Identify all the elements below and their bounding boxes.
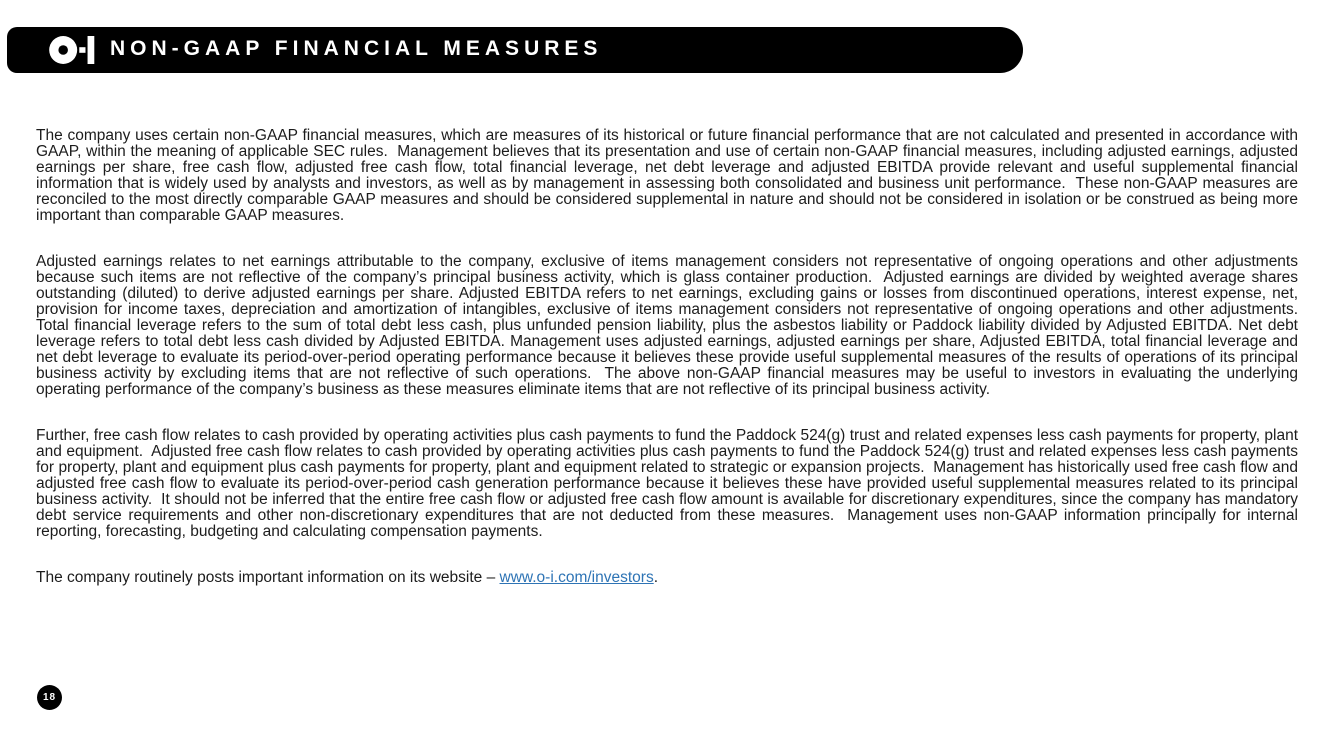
website-line-text: The company routinely posts important information on its website – bbox=[36, 569, 500, 586]
paragraph-adjusted-earnings-definitions: Adjusted earnings relates to net earnings attributable to the company, exclusive of items management considers not representative of ongoing operations and other adjustments because such items are not reflective of the company’s principal business activity, which is glass container production. Adjusted earnings are divided by weighted average shares outstanding (diluted) to derive adjusted earnings per share. Adjusted EBITDA refers to net earnings, excluding gains or losses from discontinued operations, interest expense, net, provision for income taxes, depreciation and amortization of intangibles, exclusive of items management considers not representative of ongoing operations and other adjustments. Total financial leverage refers to the sum of total debt less cash, plus unfunded pension liability, plus the asbestos liability or Paddock liability divided by Adjusted EBITDA. Net debt leverage refers to total debt less cash divided by Adjusted EBITDA. Management uses adjusted earnings, adjusted earnings per share, Adjusted EBITDA, total financial leverage and net debt leverage to evaluate its period-over-period operating performance because it believes these provide useful supplemental measures of the results of operations of its principal business activity by excluding items that are not reflective of such operations. The above non-GAAP financial measures may be useful to investors in evaluating the underlying operating performance of the company’s business as these measures eliminate items that are not reflective of its principal business activity. bbox=[36, 253, 1303, 398]
o-i-logo-icon bbox=[49, 36, 95, 64]
slide-title: NON-GAAP FINANCIAL MEASURES bbox=[110, 37, 603, 60]
page-number: 18 bbox=[42, 692, 57, 703]
website-line-suffix: . bbox=[653, 569, 659, 586]
investors-website-link[interactable]: www.o-i.com/investors bbox=[499, 569, 654, 586]
paragraph-free-cash-flow-definitions: Further, free cash flow relates to cash provided by operating activities plus cash payments to fund the Paddock 524(g) trust and related expenses less cash payments for property, plant and equipment. Adjusted free cash flow relates to cash provided by operating activities plus cash payments to fund the Paddock 524(g) trust and related expenses less cash payments for property, plant and equipment plus cash payments for property, plant and equipment related to strategic or expansion projects. Management has historically used free cash flow and adjusted free cash flow to evaluate its period-over-period cash generation performance because it believes these have provided useful supplemental measures related to its principal business activity. It should not be inferred that the entire free cash flow or adjusted free cash flow amount is available for discretionary expenditures, since the company has mandatory debt service requirements and other non-discretionary expenditures that are not deducted from these measures. Management uses non-GAAP information principally for internal reporting, forecasting, budgeting and calculating compensation payments. bbox=[36, 427, 1303, 540]
page-number-badge bbox=[37, 685, 62, 710]
slide-body bbox=[36, 127, 1303, 586]
header-banner bbox=[7, 27, 1023, 73]
website-line bbox=[36, 570, 1298, 586]
paragraph-non-gaap-overview: The company uses certain non-GAAP financial measures, which are measures of its historical or future financial performance that are not calculated and presented in accordance with GAAP, within the meaning of applicable SEC rules. Management believes that its presentation and use of certain non-GAAP financial measures, including adjusted earnings, adjusted earnings per share, free cash flow, adjusted free cash flow, total financial leverage, net debt leverage and adjusted EBITDA provide relevant and useful supplemental financial information that is widely used by analysts and investors, as well as by management in assessing both consolidated and business unit performance. These non-GAAP measures are reconciled to the most directly comparable GAAP measures and should be considered supplemental in nature and should not be considered in isolation or be construed as being more important than comparable GAAP measures. bbox=[36, 127, 1303, 224]
